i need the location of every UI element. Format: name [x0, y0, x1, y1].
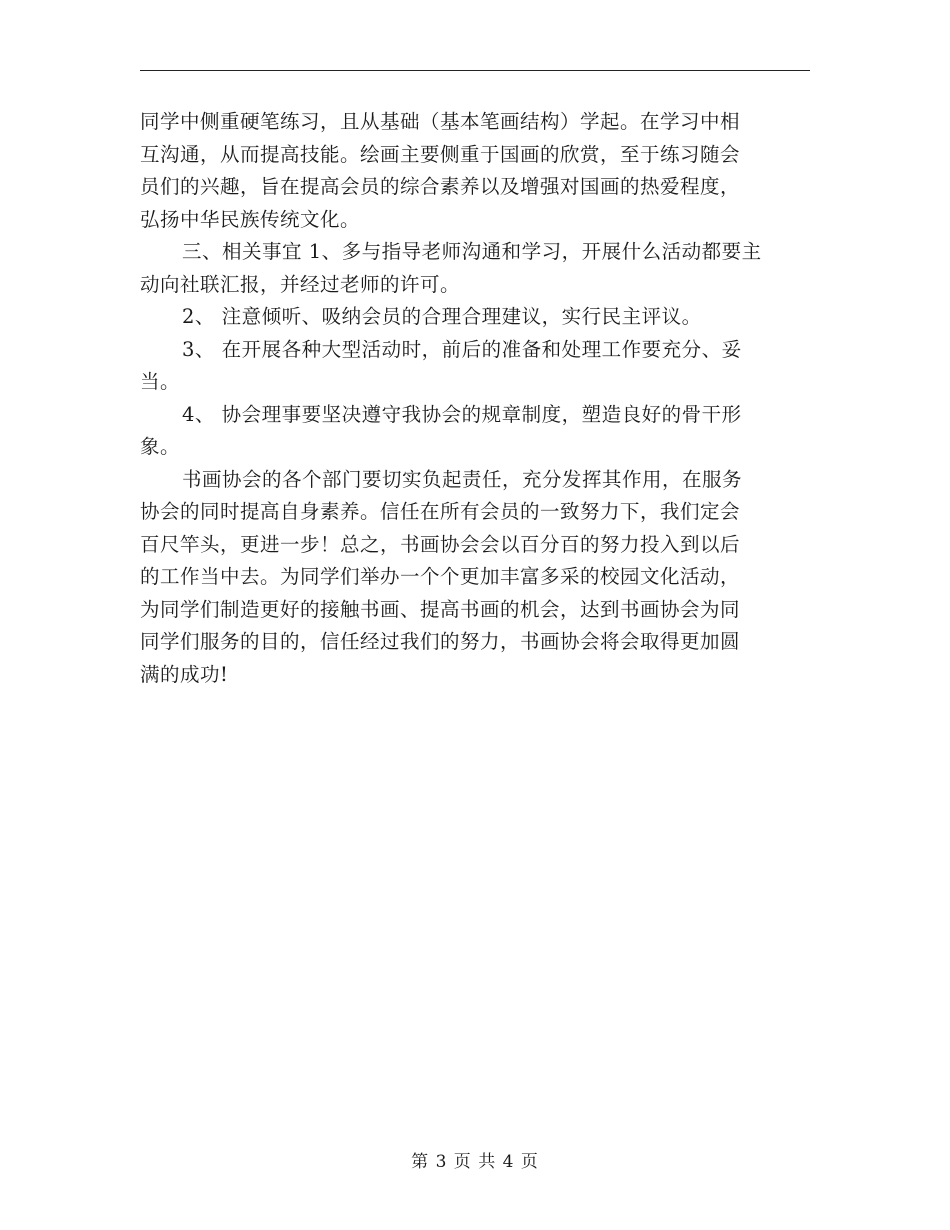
paragraph-line: 员们的兴趣，旨在提高会员的综合素养以及增强对国画的热爱程度， [140, 175, 741, 198]
paragraph-line: 书画协会的各个部门要切实负起责任，充分发挥其作用，在服务 [182, 467, 743, 491]
paragraph-line: 象。 [140, 435, 181, 458]
paragraph-line: 2、 注意倾听、吸纳会员的合理合理建议，实行民主评议。 [182, 305, 702, 328]
paragraph-line: 三、相关事宜 1、多与指导老师沟通和学习，开展什么活动都要主 [182, 240, 762, 263]
paragraph-line: 弘扬中华民族传统文化。 [140, 207, 361, 231]
paragraph-line: 同学中侧重硬笔练习，且从基础（基本笔画结构）学起。在学习中相 [140, 110, 741, 133]
body-text [140, 106, 800, 691]
paragraph-line: 互沟通，从而提高技能。绘画主要侧重于国画的欣赏，至于练习随会 [140, 142, 741, 166]
paragraph-line: 为同学们制造更好的接触书画、提高书画的机会，达到书画协会为同 [140, 597, 741, 621]
paragraph-line: 4、 协会理事要坚决遵守我协会的规章制度，塑造良好的骨干形 [182, 402, 742, 426]
paragraph-line: 的工作当中去。为同学们举办一个个更加丰富多采的校园文化活动， [140, 565, 741, 588]
paragraph-line: 满的成功! [140, 662, 229, 686]
paragraph-line: 当。 [140, 370, 181, 393]
paragraph-line: 3、 在开展各种大型活动时，前后的准备和处理工作要充分、妥 [182, 337, 742, 361]
paragraph-line: 动向社联汇报，并经过老师的许可。 [140, 272, 461, 296]
page-number-footer: 第 3 页 共 4 页 [411, 1152, 539, 1172]
paragraph-line: 同学们服务的目的，信任经过我们的努力，书画协会将会取得更加圆 [140, 630, 741, 653]
header-rule [140, 70, 810, 71]
paragraph-line: 百尺竿头，更进一步！总之，书画协会会以百分百的努力投入到以后 [140, 532, 741, 556]
paragraph-line: 协会的同时提高自身素养。信任在所有会员的一致努力下，我们定会 [140, 500, 741, 523]
